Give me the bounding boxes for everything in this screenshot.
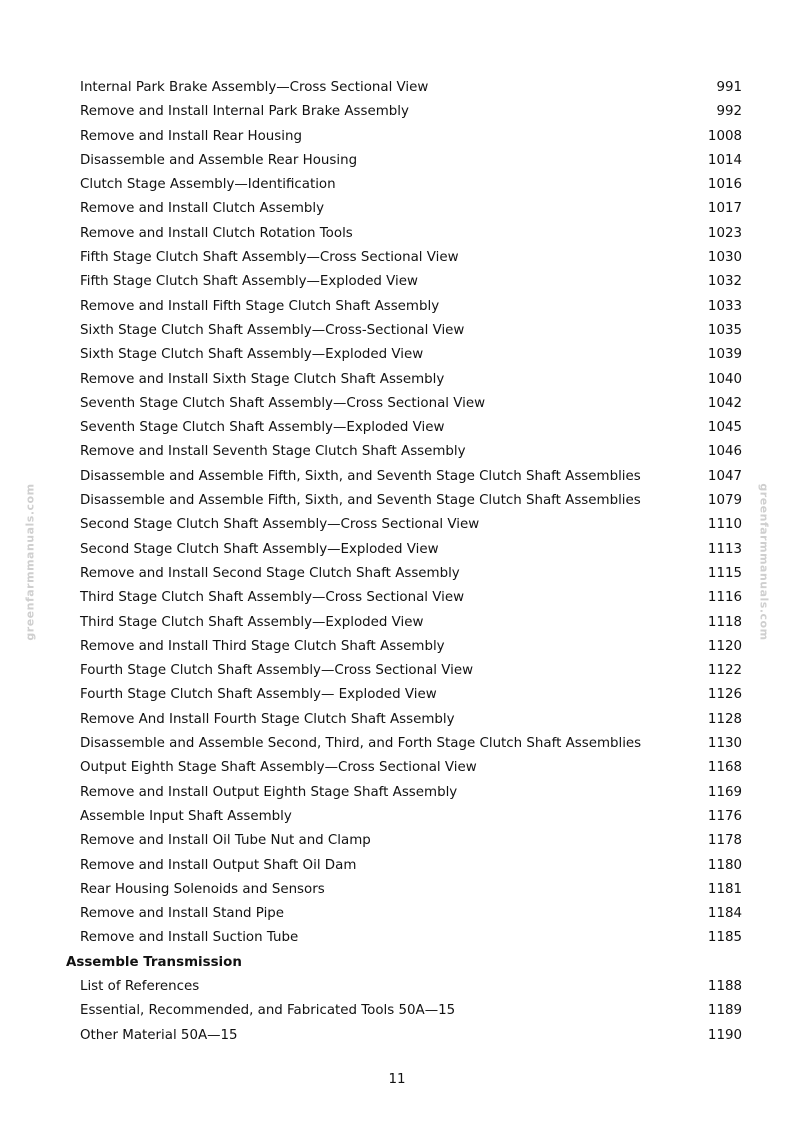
toc-entry-page: 1033 — [707, 298, 742, 314]
toc-entry[interactable] — [0, 854, 794, 878]
toc-entry-title: Assemble Transmission — [66, 954, 242, 970]
toc-entry[interactable] — [0, 416, 794, 440]
toc-entry-title: Fifth Stage Clutch Shaft Assembly—Cross Sectional View — [80, 250, 459, 266]
toc-entry-page: 1168 — [707, 760, 742, 776]
toc-entry[interactable] — [0, 1024, 794, 1048]
toc-entry-title: Seventh Stage Clutch Shaft Assembly—Exploded View — [80, 420, 445, 436]
toc-entry-page: 1079 — [707, 493, 742, 509]
toc-entry-title: Remove and Install Oil Tube Nut and Clamp — [80, 833, 371, 849]
toc-entry[interactable] — [0, 197, 794, 221]
toc-entry[interactable] — [0, 562, 794, 586]
toc-entry[interactable] — [0, 708, 794, 732]
toc-entry[interactable] — [0, 489, 794, 513]
toc-entry-title: Other Material 50A—15 — [80, 1027, 238, 1043]
toc-entry[interactable] — [0, 440, 794, 464]
toc-entry-title: Remove and Install Output Eighth Stage Shaft Assembly — [80, 784, 458, 800]
toc-entry-title: Third Stage Clutch Shaft Assembly—Cross Sectional View — [80, 590, 465, 606]
toc-entry-title: Second Stage Clutch Shaft Assembly—Exploded View — [80, 541, 439, 557]
toc-entry[interactable] — [0, 902, 794, 926]
toc-entry[interactable] — [0, 343, 794, 367]
table-of-contents — [0, 76, 794, 1048]
toc-entry-title: Assemble Input Shaft Assembly — [80, 808, 292, 824]
watermark-right: greenfarmmanuals.com — [757, 483, 771, 641]
toc-entry-page: 1046 — [707, 444, 742, 460]
toc-section-heading — [0, 951, 794, 975]
toc-entry-title: Remove And Install Fourth Stage Clutch Shaft Assembly — [80, 711, 455, 727]
toc-entry-page: 1017 — [707, 201, 742, 217]
toc-entry-title: Third Stage Clutch Shaft Assembly—Exploded View — [80, 614, 424, 630]
toc-entry-title: Remove and Install Output Shaft Oil Dam — [80, 857, 357, 873]
toc-entry-page: 1047 — [707, 468, 742, 484]
toc-entry[interactable] — [0, 999, 794, 1023]
toc-entry[interactable] — [0, 246, 794, 270]
toc-entry-title: Remove and Install Stand Pipe — [80, 906, 285, 922]
toc-entry[interactable] — [0, 222, 794, 246]
page-number: 11 — [388, 1072, 406, 1087]
toc-entry-page: 1122 — [707, 663, 742, 679]
toc-entry-title: Remove and Install Clutch Assembly — [80, 201, 325, 217]
toc-entry-title: Fourth Stage Clutch Shaft Assembly—Cross Sectional View — [80, 663, 474, 679]
toc-entry-title: Sixth Stage Clutch Shaft Assembly—Cross-Sectional View — [80, 322, 465, 338]
toc-entry[interactable] — [0, 465, 794, 489]
toc-entry-page: 1116 — [707, 590, 742, 606]
toc-entry-page: 1120 — [707, 638, 742, 654]
toc-entry[interactable] — [0, 100, 794, 124]
toc-entry-title: Fourth Stage Clutch Shaft Assembly— Exploded View — [80, 687, 437, 703]
toc-entry[interactable] — [0, 659, 794, 683]
toc-entry[interactable] — [0, 319, 794, 343]
toc-entry-page: 1032 — [707, 274, 742, 290]
toc-entry[interactable] — [0, 368, 794, 392]
toc-entry-page: 1118 — [707, 614, 742, 630]
toc-entry[interactable] — [0, 76, 794, 100]
toc-entry-page: 1185 — [707, 930, 742, 946]
toc-entry-page: 1178 — [707, 833, 742, 849]
toc-entry-page: 1113 — [707, 541, 742, 557]
toc-entry[interactable] — [0, 513, 794, 537]
toc-entry-page: 1126 — [707, 687, 742, 703]
toc-entry-page: 1110 — [707, 517, 742, 533]
toc-entry-page: 1035 — [707, 322, 742, 338]
toc-entry-title: Remove and Install Suction Tube — [80, 930, 299, 946]
toc-entry-page: 1176 — [707, 808, 742, 824]
toc-entry-page: 991 — [716, 80, 742, 95]
toc-entry-page: 1188 — [707, 978, 742, 994]
toc-entry-page: 1040 — [707, 371, 742, 387]
toc-entry-page: 1169 — [707, 784, 742, 800]
toc-entry-title: Internal Park Brake Assembly—Cross Sectional View — [80, 80, 429, 95]
toc-entry-page: 1130 — [707, 736, 742, 752]
toc-entry-page: 1181 — [707, 881, 742, 897]
toc-entry[interactable] — [0, 926, 794, 950]
toc-entry[interactable] — [0, 732, 794, 756]
toc-entry[interactable] — [0, 781, 794, 805]
toc-entry[interactable] — [0, 805, 794, 829]
toc-entry-title: Remove and Install Fifth Stage Clutch Shaft Assembly — [80, 298, 440, 314]
toc-entry-page: 1030 — [707, 250, 742, 266]
toc-entry-page: 1180 — [707, 857, 742, 873]
toc-entry-page: 1008 — [707, 128, 742, 144]
watermark-left: greenfarmmanuals.com — [23, 483, 37, 641]
toc-entry-page: 1045 — [707, 420, 742, 436]
toc-entry[interactable] — [0, 149, 794, 173]
toc-entry[interactable] — [0, 295, 794, 319]
toc-entry-page: 1014 — [707, 152, 742, 168]
toc-entry[interactable] — [0, 270, 794, 294]
toc-entry-title: Clutch Stage Assembly—Identification — [80, 177, 336, 193]
toc-entry-title: Second Stage Clutch Shaft Assembly—Cross Sectional View — [80, 517, 480, 533]
toc-entry-title: Fifth Stage Clutch Shaft Assembly—Exploded View — [80, 274, 418, 290]
toc-entry-title: Seventh Stage Clutch Shaft Assembly—Cross Sectional View — [80, 395, 486, 411]
toc-entry-title: Remove and Install Clutch Rotation Tools — [80, 225, 353, 241]
toc-entry-title: Remove and Install Seventh Stage Clutch Shaft Assembly — [80, 444, 466, 460]
toc-entry[interactable] — [0, 975, 794, 999]
toc-entry[interactable] — [0, 125, 794, 149]
toc-entry[interactable] — [0, 392, 794, 416]
toc-entry-title: Disassemble and Assemble Second, Third, and Forth Stage Clutch Shaft Assemblies — [80, 736, 642, 752]
toc-entry-title: Rear Housing Solenoids and Sensors — [80, 881, 325, 897]
toc-entry-title: Disassemble and Assemble Rear Housing — [80, 152, 358, 168]
toc-entry-title: Disassemble and Assemble Fifth, Sixth, and Seventh Stage Clutch Shaft Assemblies — [80, 493, 641, 509]
toc-entry-title: Disassemble and Assemble Fifth, Sixth, and Seventh Stage Clutch Shaft Assemblies — [80, 468, 641, 484]
toc-entry-page: 1042 — [707, 395, 742, 411]
toc-entry-title: Output Eighth Stage Shaft Assembly—Cross Sectional View — [80, 760, 477, 776]
toc-entry-title: Essential, Recommended, and Fabricated Tools 50A—15 — [80, 1003, 456, 1019]
toc-entry-page: 1128 — [707, 711, 742, 727]
toc-entry[interactable] — [0, 635, 794, 659]
toc-entry-title: List of References — [80, 978, 200, 994]
toc-entry-title: Sixth Stage Clutch Shaft Assembly—Exploded View — [80, 347, 424, 363]
toc-entry-page: 1184 — [707, 906, 742, 922]
toc-entry-title: Remove and Install Sixth Stage Clutch Shaft Assembly — [80, 371, 445, 387]
toc-entry-page: 1115 — [707, 565, 742, 581]
toc-entry-page: 1189 — [707, 1003, 742, 1019]
toc-entry[interactable] — [0, 173, 794, 197]
toc-entry[interactable] — [0, 683, 794, 707]
toc-entry[interactable] — [0, 756, 794, 780]
toc-entry-page: 1190 — [707, 1027, 742, 1043]
toc-entry[interactable] — [0, 829, 794, 853]
toc-entry[interactable] — [0, 538, 794, 562]
toc-entry-page: 1039 — [707, 347, 742, 363]
toc-entry[interactable] — [0, 611, 794, 635]
toc-entry-page: 1016 — [707, 177, 742, 193]
toc-entry-title: Remove and Install Rear Housing — [80, 128, 302, 144]
toc-entry-page: 992 — [716, 104, 742, 120]
toc-entry-title: Remove and Install Third Stage Clutch Shaft Assembly — [80, 638, 445, 654]
toc-entry-title: Remove and Install Internal Park Brake Assembly — [80, 104, 409, 120]
toc-entry[interactable] — [0, 878, 794, 902]
toc-entry-title: Remove and Install Second Stage Clutch Shaft Assembly — [80, 565, 460, 581]
toc-entry-page: 1023 — [707, 225, 742, 241]
toc-entry[interactable] — [0, 586, 794, 610]
